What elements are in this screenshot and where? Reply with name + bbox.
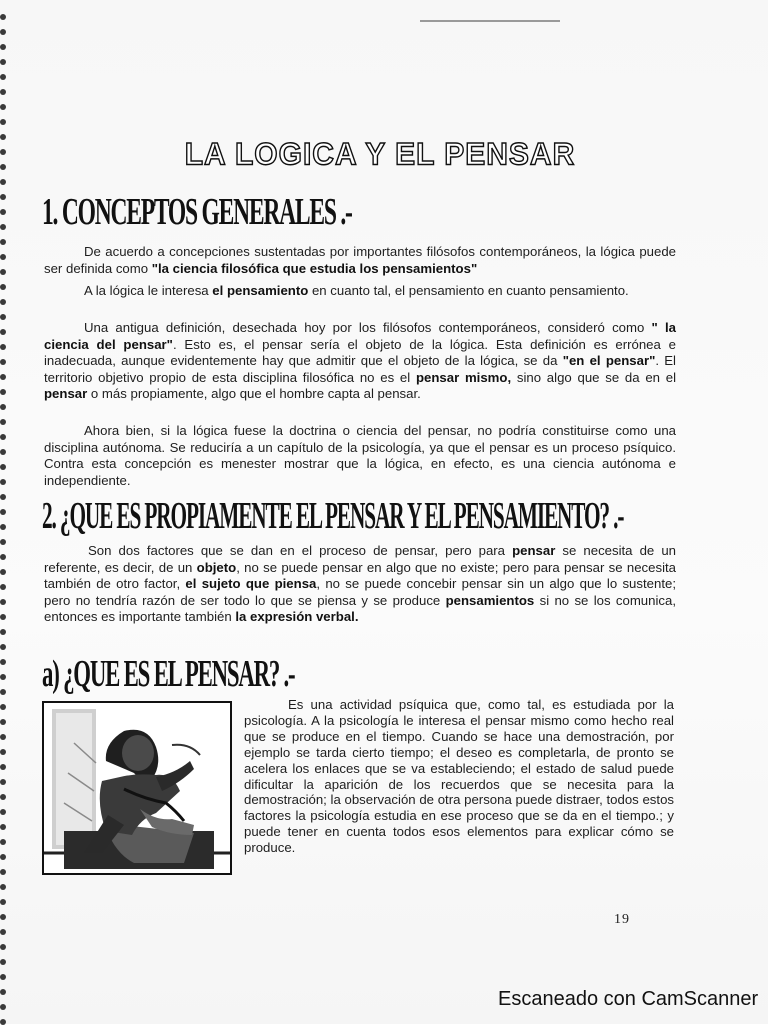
spiral-binding-holes — [0, 0, 8, 1024]
binding-hole — [0, 674, 6, 680]
binding-hole — [0, 989, 6, 995]
binding-hole — [0, 929, 6, 935]
paragraph-dos-factores — [44, 543, 676, 626]
binding-hole — [0, 509, 6, 515]
binding-hole — [0, 719, 6, 725]
binding-hole — [0, 404, 6, 410]
binding-hole — [0, 389, 6, 395]
bold-phrase: el pensamiento — [212, 283, 309, 298]
binding-hole — [0, 194, 6, 200]
binding-hole — [0, 134, 6, 140]
binding-hole — [0, 494, 6, 500]
binding-hole — [0, 314, 6, 320]
binding-hole — [0, 284, 6, 290]
binding-hole — [0, 614, 6, 620]
top-rule — [420, 20, 560, 22]
binding-hole — [0, 149, 6, 155]
binding-hole — [0, 974, 6, 980]
thinker-illustration — [42, 701, 232, 875]
binding-hole — [0, 374, 6, 380]
binding-hole — [0, 209, 6, 215]
paragraph-text: Una antigua definición, desechada hoy por los filósofos contemporáneos, consideró como — [84, 320, 652, 335]
paragraph-text: , no se puede concebir pensar sin un algo que lo sustente; pero no tendría razón de ser todo lo que se piensa y se produce — [44, 576, 676, 608]
binding-hole — [0, 794, 6, 800]
binding-hole — [0, 734, 6, 740]
binding-hole — [0, 944, 6, 950]
binding-hole — [0, 104, 6, 110]
binding-hole — [0, 584, 6, 590]
binding-hole — [0, 119, 6, 125]
binding-hole — [0, 344, 6, 350]
binding-hole — [0, 884, 6, 890]
binding-hole — [0, 809, 6, 815]
bold-phrase: pensar mismo, — [415, 369, 512, 385]
paragraph-text: , no se puede pensar en algo que no existe; pero para pensar se necesita también de otro factor, — [44, 559, 676, 591]
binding-hole — [0, 689, 6, 695]
binding-hole — [0, 254, 6, 260]
binding-hole — [0, 1019, 6, 1025]
binding-hole — [0, 89, 6, 95]
binding-hole — [0, 824, 6, 830]
paragraph-text: Son dos factores que se dan en el proceso de pensar, pero para — [88, 543, 513, 558]
binding-hole — [0, 659, 6, 665]
binding-hole — [0, 239, 6, 245]
paragraph-text: . Esto es, el pensar sería el objeto de la lógica. Esta definición es errónea e inadecuada, aunque evidentemente hay que admitir que el objeto de la lógica, se da — [44, 336, 676, 368]
binding-hole — [0, 434, 6, 440]
paragraph-text: Ahora bien, si la lógica fuese la doctrina o ciencia del pensar, no podría constituirse como una disciplina autónoma. Se reduciría a un capítulo de la psicología, ya que el pensar es un proceso psíquico. Contra esta concepción es menester mostrar que la lógica, en efecto, es una ciencia autónoma e independiente. — [44, 423, 676, 488]
binding-hole — [0, 269, 6, 275]
binding-hole — [0, 854, 6, 860]
binding-hole — [0, 224, 6, 230]
binding-hole — [0, 59, 6, 65]
binding-hole — [0, 179, 6, 185]
bold-phrase: la expresión verbal. — [235, 609, 359, 624]
bold-phrase: "la ciencia filosófica que estudia los pensamientos" — [151, 260, 478, 276]
paragraph-text: o más propiamente, algo que el hombre capta al pensar. — [87, 386, 421, 401]
binding-hole — [0, 899, 6, 905]
paragraph-text: si no se los comunica, entonces es importante también — [44, 592, 677, 624]
binding-hole — [0, 74, 6, 80]
paragraph-text: A la lógica le interesa — [84, 283, 213, 298]
paragraph-actividad-psiquica — [244, 697, 674, 856]
paragraph-pensamiento — [44, 283, 676, 300]
binding-hole — [0, 959, 6, 965]
binding-hole — [0, 464, 6, 470]
paragraph-definicion — [44, 244, 676, 277]
binding-hole — [0, 764, 6, 770]
binding-hole — [0, 1004, 6, 1010]
binding-hole — [0, 479, 6, 485]
binding-hole — [0, 704, 6, 710]
binding-hole — [0, 629, 6, 635]
binding-hole — [0, 329, 6, 335]
binding-hole — [0, 839, 6, 845]
binding-hole — [0, 29, 6, 35]
binding-hole — [0, 419, 6, 425]
paragraph-text: Es una actividad psíquica que, como tal, es estudiada por la psicología. A la psicología le interesa el pensar mismo como hecho real que se produce en el tiempo. Cuando se hace una demostración, por ejemplo se tarda cierto tiempo; el deseo es completarla, de pronto se acelera los enlaces que se va estableciendo; el estado de salud puede dificultar la aparición de los recuerdos que se necesita para la demostración; la observación de otra persona puede distraer, todos estos factores la psicología estudia en ese proceso que se da en el tiempo.; y puede tener en cuenta todos esos elementos para explicar cómo se produce. — [244, 697, 674, 856]
paragraph-text: De acuerdo a concepciones sustentadas por importantes filósofos contemporáneos, la lógica puede ser definida como — [44, 244, 676, 276]
binding-hole — [0, 554, 6, 560]
binding-hole — [0, 359, 6, 365]
bold-phrase: pensar — [44, 386, 88, 401]
paragraph-text: en cuanto tal, el pensamiento en cuanto pensamiento. — [308, 283, 629, 298]
section-heading-conceptos: 1. CONCEPTOS GENERALES .- — [42, 191, 352, 233]
binding-hole — [0, 449, 6, 455]
binding-hole — [0, 749, 6, 755]
binding-hole — [0, 569, 6, 575]
paragraph-antigua-definicion — [44, 320, 676, 403]
paragraph-text: . El territorio objetivo propio de esta disciplina filosófica no es el — [44, 353, 676, 385]
binding-hole — [0, 14, 6, 20]
paragraph-text: se necesita de un referente, es decir, de un — [44, 543, 676, 575]
bold-phrase: el sujeto que piensa — [185, 576, 317, 591]
page-title: LA LOGICA Y EL PENSAR — [184, 137, 576, 172]
binding-hole — [0, 299, 6, 305]
binding-hole — [0, 644, 6, 650]
bold-phrase: "en el pensar" — [562, 353, 656, 368]
binding-hole — [0, 869, 6, 875]
binding-hole — [0, 539, 6, 545]
binding-hole — [0, 44, 6, 50]
bold-phrase: objeto — [196, 559, 237, 575]
bold-phrase: " la ciencia del pensar" — [44, 320, 676, 352]
paragraph-ahora-bien — [44, 423, 676, 489]
camscanner-watermark: Escaneado con CamScanner — [498, 988, 759, 1010]
binding-hole — [0, 599, 6, 605]
binding-hole — [0, 524, 6, 530]
page-number: 19 — [614, 912, 630, 927]
section-heading-que-es-el-pensar: a) ¿QUE ES EL PENSAR? .- — [42, 653, 295, 695]
bold-phrase: pensar — [512, 543, 556, 558]
section-heading-que-es-pensar-pensamiento: 2. ¿QUE ES PROPIAMENTE EL PENSAR Y EL PENSAMIENTO? .- — [42, 495, 624, 537]
binding-hole — [0, 914, 6, 920]
thinker-figure-drawing — [44, 703, 230, 873]
paragraph-text: sino algo que se da en el — [511, 369, 677, 385]
binding-hole — [0, 779, 6, 785]
bold-phrase: pensamientos — [445, 592, 535, 608]
binding-hole — [0, 164, 6, 170]
